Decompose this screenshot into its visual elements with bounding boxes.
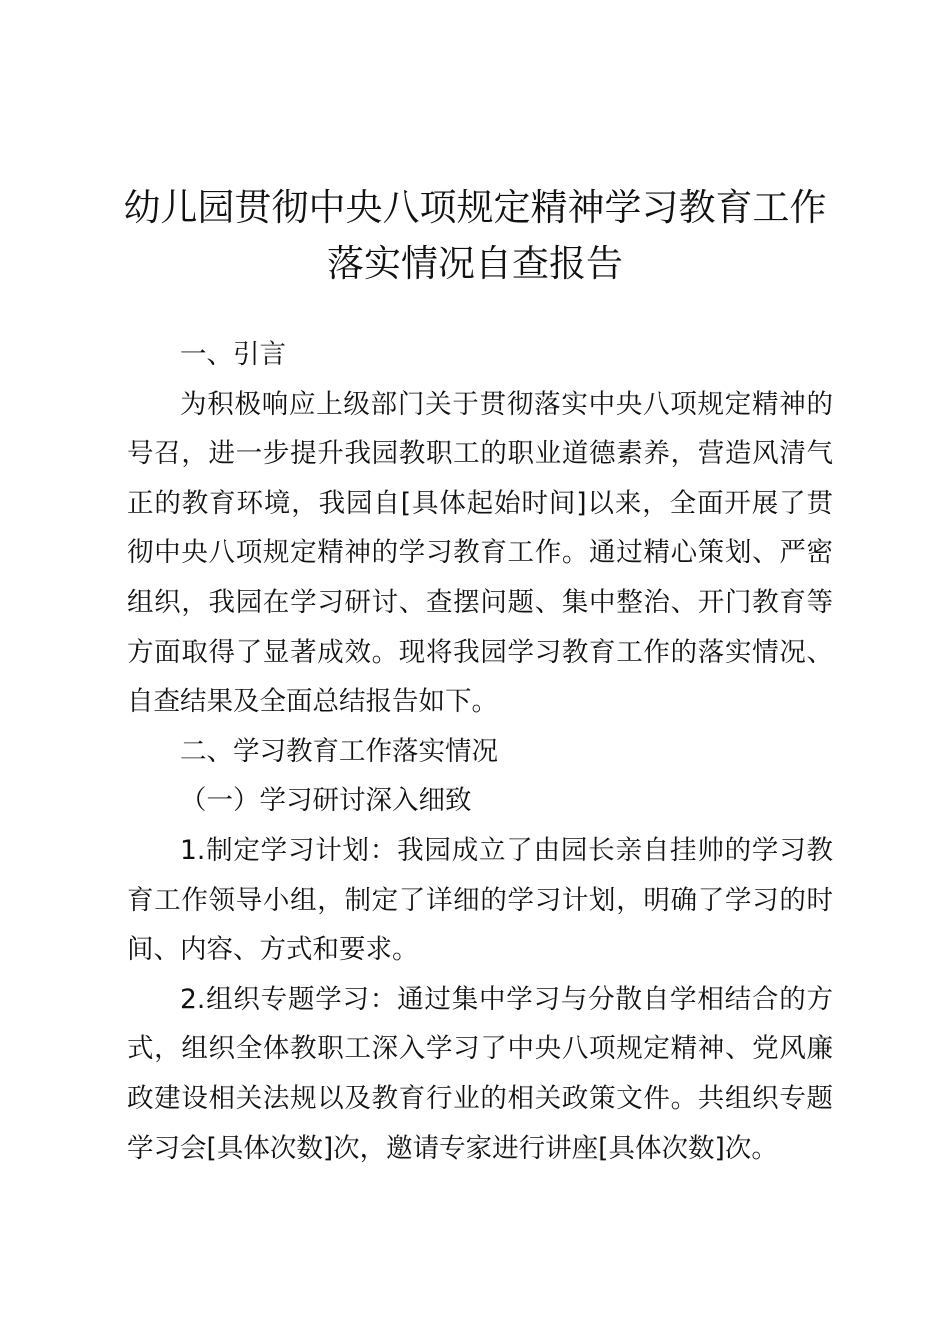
section-heading-implementation: 二、学习教育工作落实情况 xyxy=(180,735,498,767)
introduction-paragraph: 为积极响应上级部门关于贯彻落实中央八项规定精神的号召，进一步提升我园教职工的职业道德素养，营造风清气正的教育环境，我园自[具体起始时间]以来，全面开展了贯彻中央八项规定精神的学习教育工作。通过精心策划、严密组织，我园在学习研讨、查摆问题、集中整治、开门教育等方面取得了显著成效。现将我园学习教育工作的落实情况、自查结果及全面总结报告如下。 xyxy=(127,388,833,718)
item-study-plan: 1.制定学习计划：我园成立了由园长亲自挂帅的学习教育工作领导小组，制定了详细的学习计划，明确了学习的时间、内容、方式和要求。 xyxy=(127,834,833,966)
document-body xyxy=(127,330,833,1173)
document-title: 幼儿园贯彻中央八项规定精神学习教育工作落实情况自查报告 xyxy=(123,186,827,285)
item-topic-study: 2.组织专题学习：通过集中学习与分散自学相结合的方式，组织全体教职工深入学习了中央八项规定精神、党风廉政建设相关法规以及教育行业的相关政策文件。共组织专题学习会[具体次数]次，邀请专家进行讲座[具体次数]次。 xyxy=(127,983,833,1164)
section-heading-introduction: 一、引言 xyxy=(180,339,286,370)
subsection-heading-study: （一）学习研讨深入细致 xyxy=(180,785,472,817)
